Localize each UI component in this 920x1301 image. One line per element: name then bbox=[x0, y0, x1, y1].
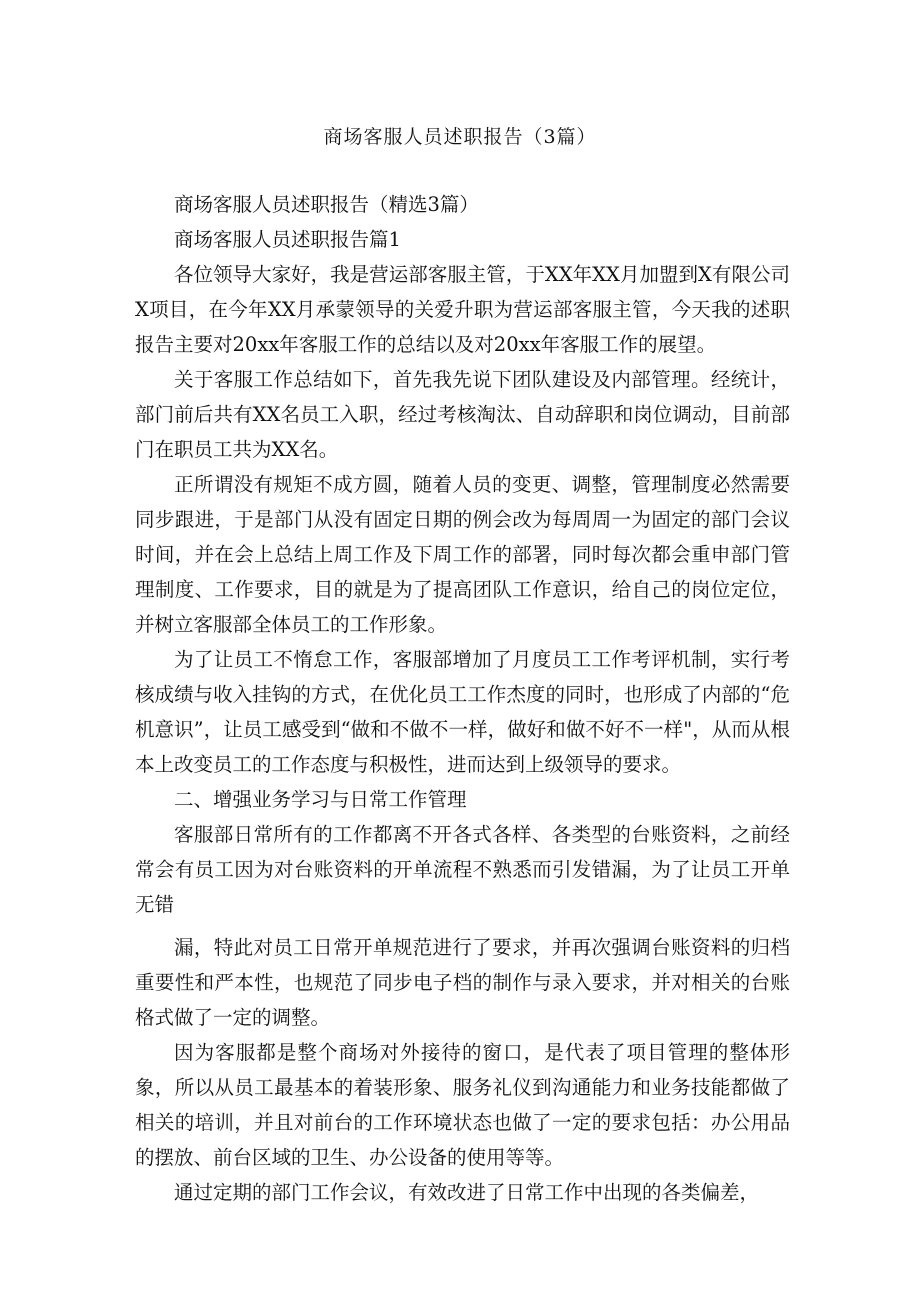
paragraph: 客服部日常所有的工作都离不开各式各样、各类型的台账资料，之前经常会有员工因为对台账资料的开单流程不熟悉而引发错漏，为了让员工开单无错 bbox=[135, 823, 790, 916]
paragraph: 通过定期的部门工作会议，有效改进了日常工作中出现的各类偏差， bbox=[174, 1181, 760, 1204]
paragraph: 各位领导大家好，我是营运部客服主管，于XX年XX月加盟到X有限公司X项目，在今年XX月承蒙领导的关爱升职为营运部客服主管，今天我的述职报告主要对20xx年客服工作的总结以及对20xx年客服工作的展望。 bbox=[135, 263, 790, 356]
section-heading: 商场客服人员述职报告篇1 bbox=[174, 228, 401, 251]
document-body bbox=[135, 187, 790, 1210]
subheading: 二、增强业务学习与日常工作管理 bbox=[174, 788, 467, 811]
paragraph: 因为客服都是整个商场对外接待的窗口，是代表了项目管理的整体形象，所以从员工最基本的着装形象、服务礼仪到沟通能力和业务技能都做了相关的培训，并且对前台的工作环境状态也做了一定的要求包括：办公用品的摆放、前台区域的卫生、办公设备的使用等等。 bbox=[135, 1041, 790, 1169]
subtitle: 商场客服人员述职报告（精选3篇） bbox=[174, 193, 479, 216]
paragraph: 正所谓没有规矩不成方圆，随着人员的变更、调整，管理制度必然需要同步跟进，于是部门从没有固定日期的例会改为每周周一为固定的部门会议时间，并在会上总结上周工作及下周工作的部署，同时每次都会重申部门管理制度、工作要求，目的就是为了提高团队工作意识，给自己的岗位定位，并树立客服部全体员工的工作形象。 bbox=[135, 473, 790, 636]
paragraph: 为了让员工不惰怠工作，客服部增加了月度员工工作考评机制，实行考核成绩与收入挂钩的方式，在优化员工工作杰度的同时，也形成了内部的“危机意识”，让员工感受到“做和不做不一样，做好和做不好不一样"，从而从根本上改变员工的工作态度与积极性，进而达到上级领导的要求。 bbox=[135, 648, 790, 776]
paragraph: 关于客服工作总结如下，首先我先说下团队建设及内部管理。经统计，部门前后共有XX名员工入职，经过考核淘汰、自动辞职和岗位调动，目前部门在职员工共为XX名。 bbox=[135, 368, 790, 461]
document-title: 商场客服人员述职报告（3篇） bbox=[323, 126, 597, 148]
paragraph: 漏，特此对员工日常开单规范进行了要求，并再次强调台账资料的归档重要性和严本性，也规范了同步电子档的制作与录入要求，并对相关的台账格式做了一定的调整。 bbox=[135, 936, 790, 1029]
